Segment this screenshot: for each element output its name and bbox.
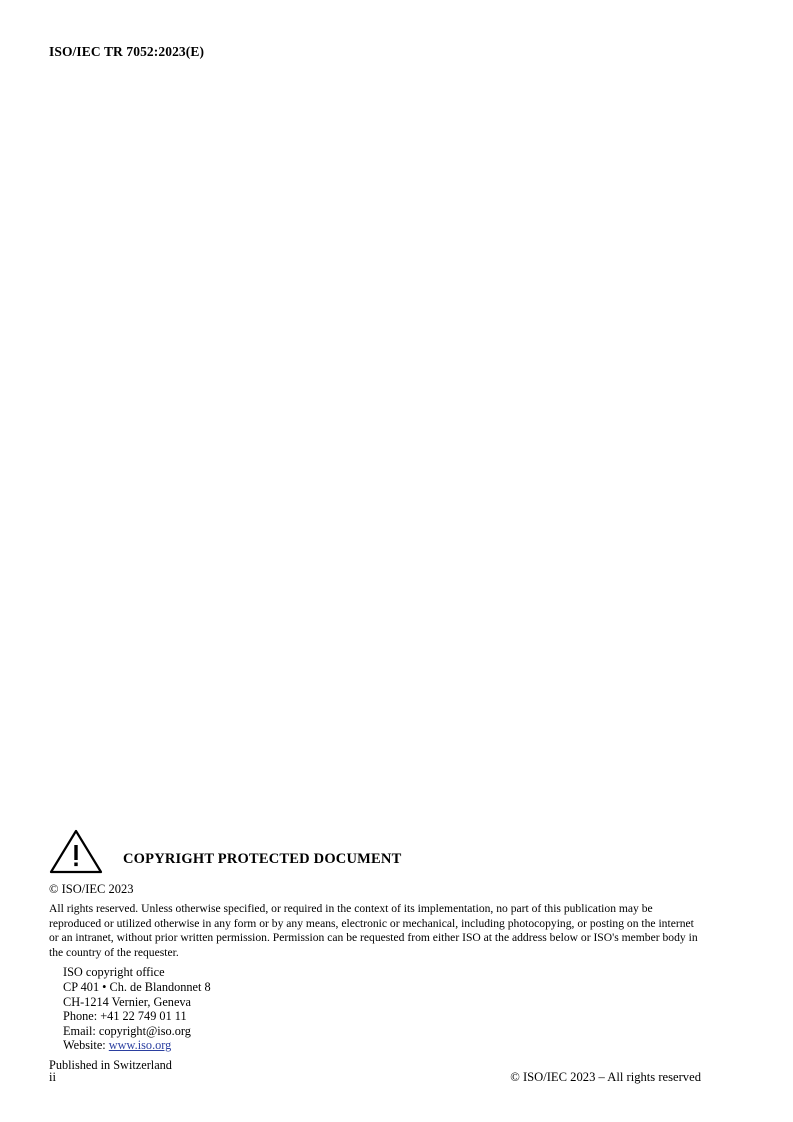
copyright-website-row [63, 1038, 701, 1053]
copyright-street: CP 401 • Ch. de Blandonnet 8 [63, 979, 211, 994]
warning-triangle-icon [49, 828, 103, 874]
page-footer [49, 1070, 701, 1085]
copyright-notice-text: All rights reserved. Unless otherwise specified, or required in the context of its implementation, no part of this publication may be reproduced or utilized otherwise in any form or by any means, electronic or mechanical, including photocopying, or posting on the internet or an intranet, without prior written permission. Permission can be requested from either ISO at the address below or ISO's member body in the country of the requester. [49, 902, 698, 959]
copyright-phone: Phone: +41 22 749 01 11 [63, 1009, 187, 1024]
copyright-office-name: ISO copyright office [63, 965, 165, 980]
document-header-reference: ISO/IEC TR 7052:2023(E) [49, 44, 205, 59]
copyright-protected-block [49, 828, 701, 1073]
copyright-published-in: Published in Switzerland [49, 1057, 172, 1072]
footer-page-number: ii [49, 1070, 56, 1084]
copyright-year: © ISO/IEC 2023 [49, 882, 134, 896]
copyright-title: COPYRIGHT PROTECTED DOCUMENT [123, 851, 402, 867]
copyright-city: CH-1214 Vernier, Geneva [63, 994, 192, 1009]
copyright-website-label: Website: [63, 1038, 109, 1053]
copyright-address-block [63, 965, 701, 1053]
footer-rights-statement: © ISO/IEC 2023 – All rights reserved [510, 1070, 701, 1084]
copyright-email: Email: copyright@iso.org [63, 1023, 191, 1038]
copyright-website-link[interactable]: www.iso.org [108, 1038, 172, 1053]
copyright-heading-row [49, 828, 701, 874]
